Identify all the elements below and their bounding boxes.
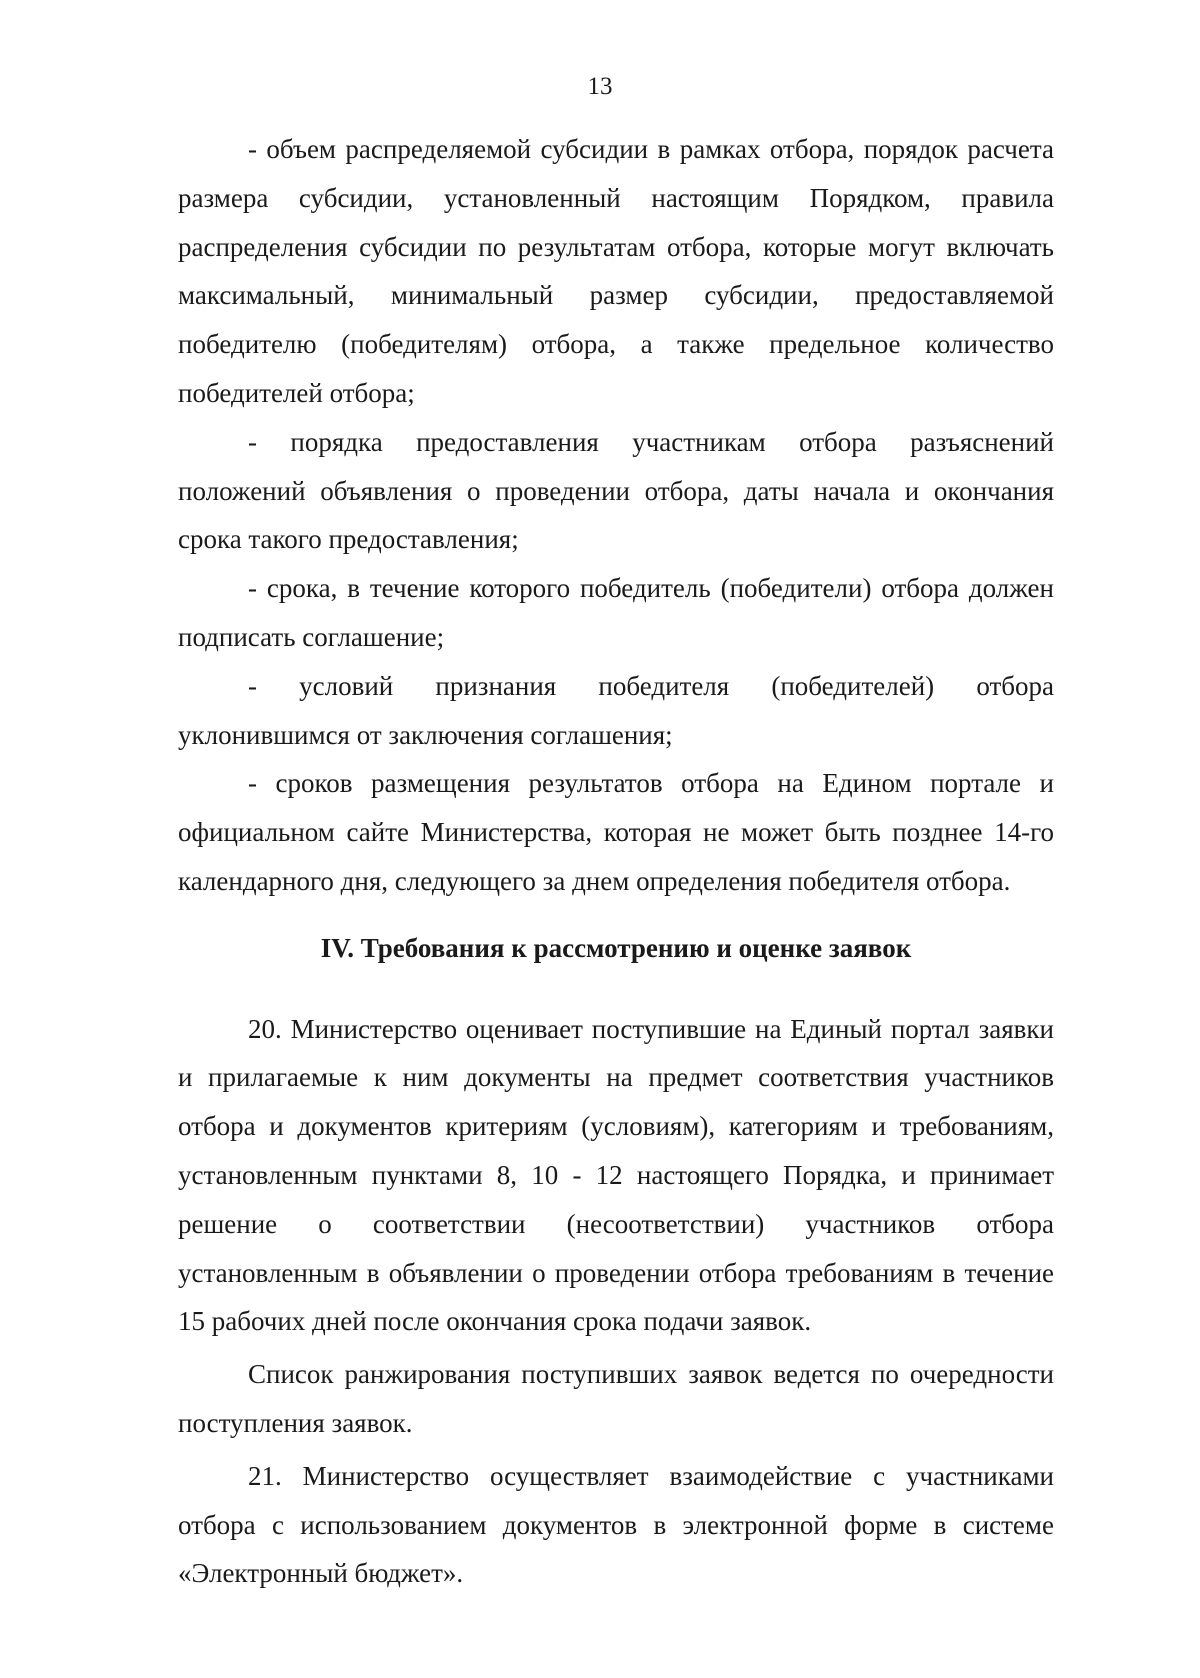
list-item-results-publication-term: - сроков размещения результатов отбора на Едином портале и официальном сайте Министерства, которая не может быть позднее 14-го календарного дня, следующего за днем определения победителя отбора. xyxy=(178,768,1054,896)
list-item-agreement-signing-term: - срока, в течение которого победитель (победители) отбора должен подписать соглашение; xyxy=(178,573,1054,652)
paragraph-ranking-list: Список ранжирования поступивших заявок ведется по очередности поступления заявок. xyxy=(178,1359,1054,1438)
section-heading: IV. Требования к рассмотрению и оценке заявок xyxy=(320,932,912,963)
list-item-clarifications-procedure: - порядка предоставления участникам отбора разъяснений положений объявления о проведении отбора, даты начала и окончания срока такого предоставления; xyxy=(178,426,1054,555)
list-item-evasion-conditions: - условий признания победителя (победителей) отбора уклонившимся от заключения соглашения; xyxy=(178,670,1054,750)
list-item-subsidy-volume: - объем распределяемой субсидии в рамках отбора, порядок расчета размера субсидии, установленный настоящим Порядком, правила распределения субсидии по результатам отбора, которые могут включать максимальный, минимальный размер субсидии, предоставляемой победителю (победителям) отбора, а также предельное количество победителей отбора; xyxy=(178,134,1054,408)
document-body xyxy=(178,125,1054,1598)
paragraph-21: 21. Министерство осуществляет взаимодействие с участниками отбора с использованием документов в электронной форме в системе «Электронный бюджет». xyxy=(178,1460,1054,1589)
page-number: 13 xyxy=(587,73,613,100)
paragraph-20: 20. Министерство оценивает поступившие на Единый портал заявки и прилагаемые к ним документы на предмет соответствия участников отбора и документов критериям (условиям), категориям и требованиям, установленным пунктами 8, 10 - 12 настоящего Порядка, и принимает решение о соответствии (несоответствии) участников отбора установленным в объявлении о проведении отбора требованиям в течение 15 рабочих дней после окончания срока подачи заявок. xyxy=(178,1013,1054,1337)
